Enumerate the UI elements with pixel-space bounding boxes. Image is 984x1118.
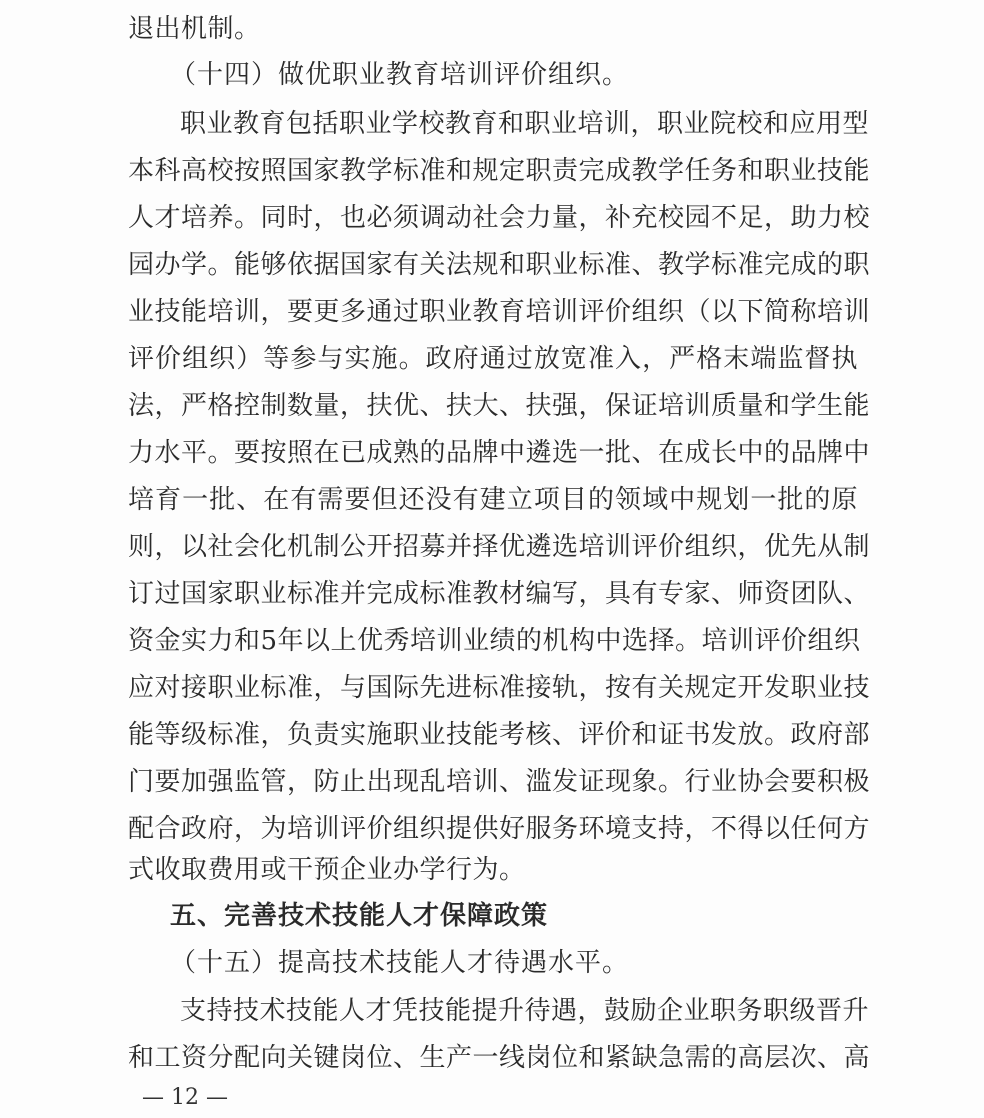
paragraph-14-line: 订过国家职业标准并完成标准教材编写，具有专家、师资团队、 [128, 579, 871, 609]
paragraph-14-line: 评价组织）等参与实施。政府通过放宽准入，严格末端监督执 [128, 344, 858, 374]
paragraph-14-line: 门要加强监管，防止出现乱培训、滥发证现象。行业协会要积极 [128, 767, 871, 797]
paragraph-14-line: 配合政府，为培训评价组织提供好服务环境支持，不得以任何方 [128, 814, 871, 844]
paragraph-14-line: 力水平。要按照在已成熟的品牌中遴选一批、在成长中的品牌中 [128, 438, 871, 468]
top-fragment: 退出机制。 [128, 14, 261, 44]
paragraph-15-line: 支持技术技能人才凭技能提升待遇，鼓励企业职务职级晋升 [180, 996, 870, 1026]
section-15-heading: （十五）提高技术技能人才待遇水平。 [170, 948, 630, 978]
paragraph-14-line: 培育一批、在有需要但还没有建立项目的领域中规划一批的原 [128, 485, 858, 515]
paragraph-14-line: 人才培养。同时，也必须调动社会力量，补充校园不足，助力校 [128, 203, 871, 233]
paragraph-15-line: 和工资分配向关键岗位、生产一线岗位和紧缺急需的高层次、高 [128, 1043, 871, 1073]
paragraph-14-line: 本科高校按照国家教学标准和规定职责完成教学任务和职业技能 [128, 156, 871, 186]
section-14-heading: （十四）做优职业教育培训评价组织。 [170, 60, 630, 90]
paragraph-14-line: 法，严格控制数量，扶优、扶大、扶强，保证培训质量和学生能 [128, 391, 871, 421]
paragraph-14-line: 职业教育包括职业学校教育和职业培训，职业院校和应用型 [180, 109, 870, 139]
paragraph-14-line: 业技能培训，要更多通过职业教育培训评价组织（以下简称培训 [128, 297, 871, 327]
paragraph-14-line: 则，以社会化机制公开招募并择优遴选培训评价组织，优先从制 [128, 532, 871, 562]
page-number: — 12 — [142, 1085, 228, 1110]
paragraph-14-line: 式收取费用或干预企业办学行为。 [128, 855, 526, 885]
chapter-5-heading: 五、完善技术技能人才保障政策 [170, 901, 549, 931]
paragraph-14-line: 能等级标准，负责实施职业技能考核、评价和证书发放。政府部 [128, 720, 871, 750]
paragraph-14-line: 应对接职业标准，与国际先进标准接轨，按有关规定开发职业技 [128, 673, 871, 703]
paragraph-14-line: 资金实力和5年以上优秀培训业绩的机构中选择。培训评价组织 [128, 626, 861, 656]
paragraph-14-line: 园办学。能够依据国家有关法规和职业标准、教学标准完成的职 [128, 250, 871, 280]
